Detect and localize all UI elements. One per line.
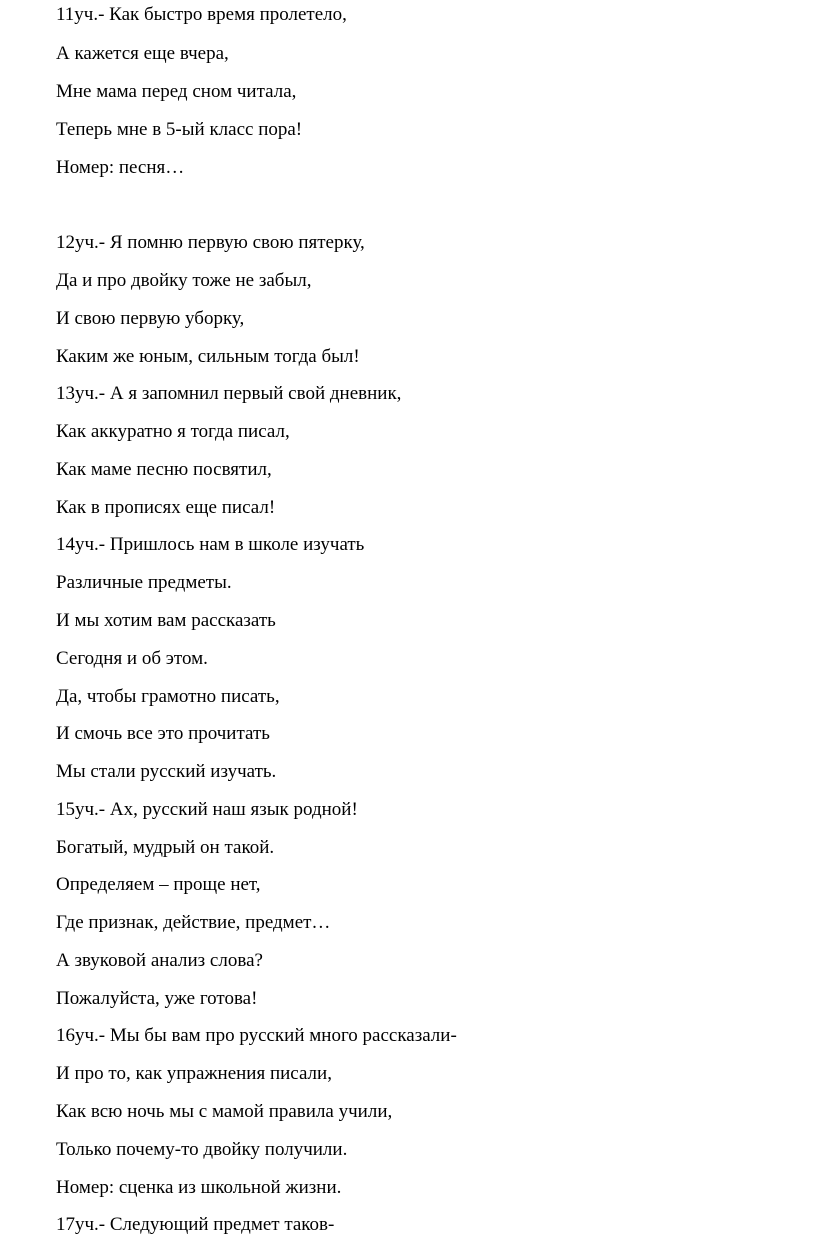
text-line: Номер: песня… [56,157,185,178]
text-line: Как всю ночь мы с мамой правила учили, [56,1101,393,1122]
text-line: 12уч.- Я помню первую свою пятерку, [56,232,365,253]
text-line: Богатый, мудрый он такой. [56,837,275,858]
text-line: Теперь мне в 5-ый класс пора! [56,119,303,140]
text-line: Различные предметы. [56,572,232,593]
text-line: 17уч.- Следующий предмет таков- [56,1214,335,1235]
text-line: Мы стали русский изучать. [56,761,277,782]
text-line: 14уч.- Пришлось нам в школе изучать [56,534,365,555]
text-line: Как аккуратно я тогда писал, [56,421,290,442]
text-line: Как в прописях еще писал! [56,497,276,518]
text-line: Номер: сценка из школьной жизни. [56,1177,342,1198]
text-line: 13уч.- А я запомнил первый свой дневник, [56,383,402,404]
text-line: Как маме песню посвятил, [56,459,272,480]
text-line: Сегодня и об этом. [56,648,208,669]
text-line: А звуковой анализ слова? [56,950,263,971]
text-line: И про то, как упражнения писали, [56,1063,332,1084]
text-line: Определяем – проще нет, [56,874,261,895]
text-line: И смочь все это прочитать [56,723,270,744]
text-line: Мне мама перед сном читала, [56,81,297,102]
text-line: И свою первую уборку, [56,308,245,329]
text-line: Только почему-то двойку получили. [56,1139,348,1160]
text-line: А кажется еще вчера, [56,43,229,64]
text-line: Где признак, действие, предмет… [56,912,331,933]
text-line: 15уч.- Ах, русский наш язык родной! [56,799,358,820]
text-line: Да и про двойку тоже не забыл, [56,270,312,291]
text-line: 16уч.- Мы бы вам про русский много рассказали- [56,1025,457,1046]
text-line: Пожалуйста, уже готова! [56,988,258,1009]
text-line: Каким же юным, сильным тогда был! [56,346,360,367]
text-line: 11уч.- Как быстро время пролетело, [56,4,347,25]
text-line: Да, чтобы грамотно писать, [56,686,280,707]
text-line: И мы хотим вам рассказать [56,610,276,631]
